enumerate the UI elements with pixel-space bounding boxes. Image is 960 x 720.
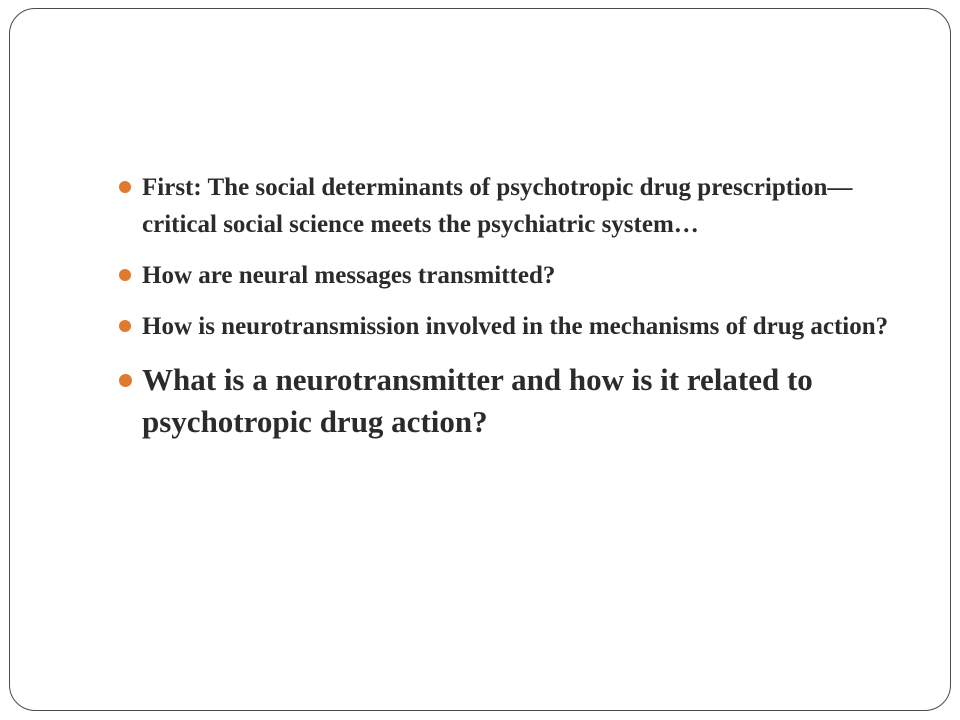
- slide-frame: [9, 8, 951, 711]
- bullet-dot-icon: [119, 320, 131, 332]
- bullet-dot-icon: [119, 374, 132, 387]
- bullet-text: What is a neurotransmitter and how is it related to psychotropic drug action?: [142, 362, 813, 439]
- bullet-text: How is neurotransmission involved in the mechanisms of drug action?: [142, 313, 889, 340]
- bullet-item-first: [116, 169, 916, 243]
- bullet-dot-icon: [119, 181, 131, 193]
- bullet-list: [116, 169, 916, 443]
- bullet-text: First: The social determinants of psychotropic drug prescription—critical social science meets the psychiatric system…: [142, 174, 853, 238]
- bullet-item-neurotransmitter: [116, 359, 916, 443]
- bullet-dot-icon: [119, 269, 131, 281]
- bullet-text: How are neural messages transmitted?: [142, 262, 556, 289]
- bullet-item-neural-messages: [116, 257, 916, 294]
- bullet-item-neurotransmission: [116, 308, 916, 345]
